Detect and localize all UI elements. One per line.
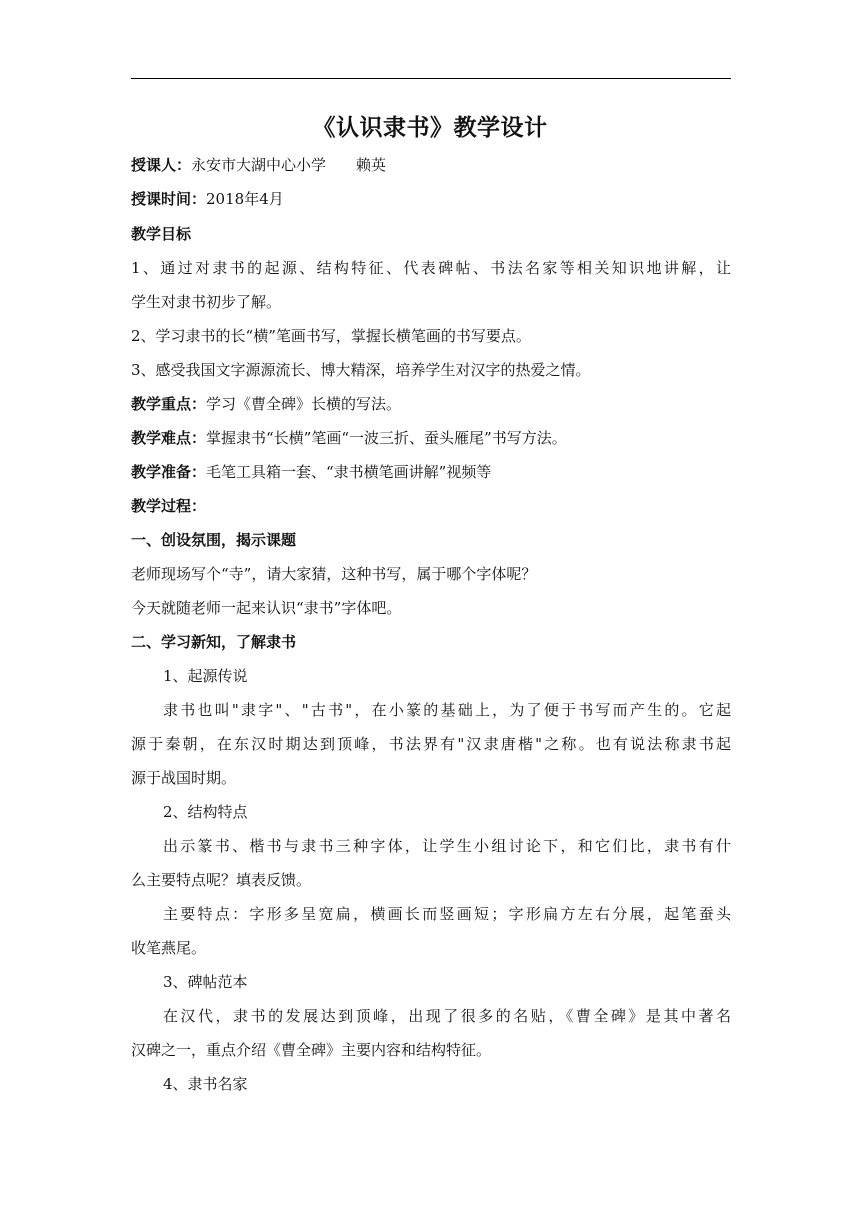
key-point-line: [131, 393, 731, 415]
header-rule: [131, 78, 731, 79]
goals-heading: 教学目标: [131, 225, 192, 243]
key-point-label: 教学重点：: [131, 395, 207, 413]
structure-line-2: 么主要特点呢？填表反馈。: [131, 871, 312, 889]
difficulty-line: [131, 427, 731, 449]
section-1-paragraph-2: 今天就随老师一起来认识“隶书”字体吧。: [131, 599, 402, 617]
process-heading: 教学过程：: [131, 497, 207, 515]
section-2-heading: 二、学习新知，了解隶书: [131, 633, 297, 651]
section-1-heading: 一、创设氛围，揭示课题: [131, 531, 297, 549]
stele-line-2: 汉碑之一，重点介绍《曹全碑》主要内容和结构特征。: [131, 1041, 492, 1059]
subheading-structure: 2、结构特点: [163, 803, 248, 821]
structure-line-4: 收笔燕尾。: [131, 939, 207, 957]
section-1-paragraph-1: 老师现场写个“寺”，请大家猜，这种书写，属于哪个字体呢？: [131, 565, 537, 583]
lecturer-label: 授课人：: [131, 156, 192, 174]
goal-1-line-1: 1、通过对隶书的起源、结构特征、代表碑帖、书法名家等相关知识地讲解，让: [131, 259, 731, 277]
subheading-masters: 4、隶书名家: [163, 1075, 248, 1093]
subheading-origin: 1、起源传说: [163, 667, 248, 685]
preparation-label: 教学准备：: [131, 463, 207, 481]
key-point-value: 学习《曹全碑》长横的写法。: [206, 395, 402, 413]
structure-line-1: 出示篆书、楷书与隶书三种字体，让学生小组讨论下，和它们比，隶书有什: [163, 837, 731, 855]
structure-line-3: 主要特点：字形多呈宽扁，横画长而竖画短；字形扁方左右分展，起笔蚕头: [163, 905, 731, 923]
subheading-stele: 3、碑帖范本: [163, 973, 248, 991]
time-label: 授课时间：: [131, 190, 207, 208]
goal-3: 3、感受我国文字源源流长、博大精深，培养学生对汉字的热爱之情。: [131, 361, 591, 379]
document-title: 《认识隶书》教学设计: [312, 115, 548, 141]
preparation-value: 毛笔工具箱一套、“隶书横笔画讲解”视频等: [206, 463, 492, 481]
lecturer-line: [131, 154, 731, 176]
lecturer-value: 永安市大湖中心小学 赖英: [191, 156, 387, 174]
time-line: [131, 188, 731, 210]
time-value: 2018年4月: [206, 190, 284, 208]
preparation-line: [131, 461, 731, 483]
difficulty-value: 掌握隶书“长横”笔画“一波三折、蚕头雁尾”书写方法。: [206, 429, 567, 447]
difficulty-label: 教学难点：: [131, 429, 207, 447]
stele-line-1: 在汉代，隶书的发展达到顶峰，出现了很多的名贴，《曹全碑》是其中著名: [163, 1007, 731, 1025]
goal-2: 2、学习隶书的长“横”笔画书写，掌握长横笔画的书写要点。: [131, 327, 531, 345]
origin-line-3: 源于战国时期。: [131, 769, 237, 787]
origin-line-2: 源于秦朝，在东汉时期达到顶峰，书法界有"汉隶唐楷"之称。也有说法称隶书起: [131, 735, 731, 753]
origin-line-1: 隶书也叫"隶字"、"古书"，在小篆的基础上，为了便于书写而产生的。它起: [163, 701, 731, 719]
goal-1-line-2: 学生对隶书初步了解。: [131, 293, 282, 311]
